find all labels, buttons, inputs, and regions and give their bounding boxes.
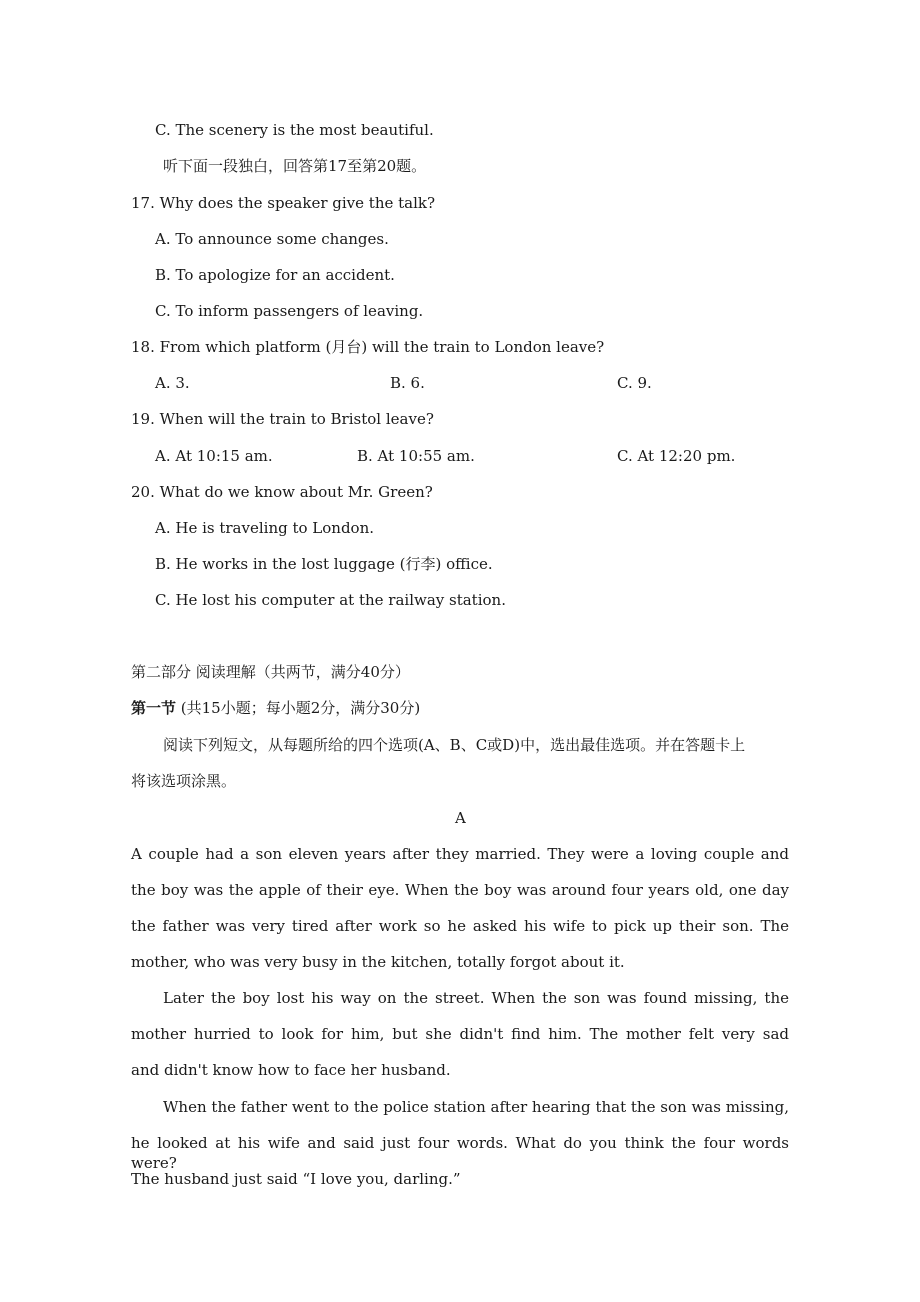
q17-option-c: C. To inform passengers of leaving. bbox=[155, 302, 424, 320]
q18-option-c: C. 9. bbox=[617, 374, 652, 392]
section-detail: (共15小题；每小题2分，满分30分) bbox=[176, 699, 421, 717]
passage-line: The husband just said “I love you, darling.” bbox=[131, 1170, 461, 1188]
passage-line: When the father went to the police station after hearing that the son was missing, bbox=[163, 1098, 789, 1116]
q19-option-b: B. At 10:55 am. bbox=[357, 447, 475, 465]
passage-line: Later the boy lost his way on the street. When the son was found missing, the bbox=[163, 989, 789, 1007]
q16-option-c: C. The scenery is the most beautiful. bbox=[155, 121, 434, 139]
q18-option-b: B. 6. bbox=[390, 374, 425, 392]
q20-stem: 20. What do we know about Mr. Green? bbox=[131, 483, 433, 501]
q17-option-b: B. To apologize for an accident. bbox=[155, 266, 395, 284]
section-label: 第一节 bbox=[131, 699, 177, 717]
q17-stem: 17. Why does the speaker give the talk? bbox=[131, 194, 436, 212]
reading-part-title: 第二部分 阅读理解（共两节，满分40分） bbox=[131, 663, 410, 681]
passage-line: A couple had a son eleven years after they married. They were a loving couple and bbox=[131, 845, 789, 863]
monologue-instruction: 听下面一段独白，回答第17至第20题。 bbox=[163, 157, 427, 175]
q18-stem: 18. From which platform (月台) will the train to London leave? bbox=[131, 338, 605, 356]
q20-option-c: C. He lost his computer at the railway station. bbox=[155, 591, 506, 609]
passage-line: mother hurried to look for him, but she didn't find him. The mother felt very sad bbox=[131, 1025, 789, 1043]
reading-section-heading bbox=[131, 698, 420, 718]
passage-line: the boy was the apple of their eye. When the boy was around four years old, one day bbox=[131, 881, 789, 899]
q20-option-b: B. He works in the lost luggage (行李) office. bbox=[155, 555, 493, 573]
q19-option-c: C. At 12:20 pm. bbox=[617, 447, 736, 465]
passage-line: mother, who was very busy in the kitchen, totally forgot about it. bbox=[131, 953, 625, 971]
q18-option-a: A. 3. bbox=[155, 374, 190, 392]
passage-line: and didn't know how to face her husband. bbox=[131, 1061, 451, 1079]
q19-stem: 19. When will the train to Bristol leave? bbox=[131, 410, 434, 428]
passage-label: A bbox=[455, 809, 466, 827]
reading-instruction-line-1: 阅读下列短文，从每题所给的四个选项(A、B、C或D)中，选出最佳选项。并在答题卡上 bbox=[163, 736, 746, 754]
q19-option-a: A. At 10:15 am. bbox=[155, 447, 273, 465]
q17-option-a: A. To announce some changes. bbox=[155, 230, 389, 248]
q20-option-a: A. He is traveling to London. bbox=[155, 519, 375, 537]
passage-line: he looked at his wife and said just four words. What do you think the four words were? bbox=[131, 1134, 789, 1172]
reading-instruction-line-2: 将该选项涂黑。 bbox=[131, 772, 237, 790]
passage-line: the father was very tired after work so he asked his wife to pick up their son. The bbox=[131, 917, 789, 935]
